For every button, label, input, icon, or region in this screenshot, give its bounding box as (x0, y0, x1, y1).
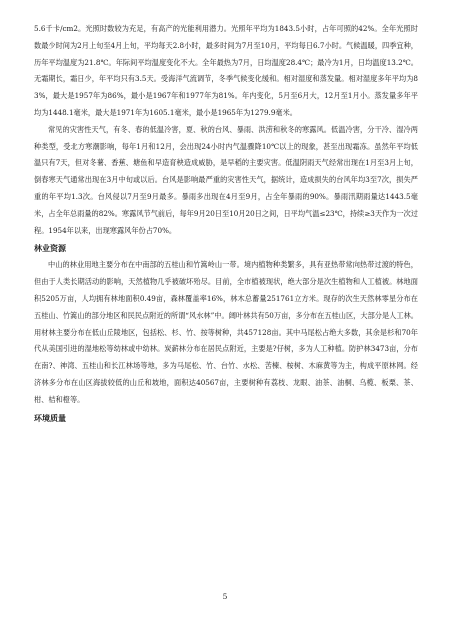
disaster-weather-paragraph: 常见的灾害性天气，有冬、春的低温冷害，夏、秋的台风、暴雨、洪涝和秋冬的寒露风。低温冷害，分干冷、湿冷两种类型，受北方寒潮影响，每年1月和12月，会出现24小时内气温骤降10℃以上的现象，甚至出现霜冻。虽然年平均低温只有7天，但对冬薯、香蕉、塘鱼和早造育秧造成威胁，是早稻的主要灾害。低温阴雨天气经常出现在1月至3月上旬，倒春寒天气通常出现在3月中旬或以后。台风是影响最严重的灾害性天气，据统计，造成损失的台风年均3至7次，损失严重的年平均1.3次。台风侵以7月至9月最多。暴雨多出现在4月至9月，占全年暴雨的90%。暴雨汛期雨量达1443.5毫米，占全年总雨量的82%。寒露风节气前后，每年9月20日至10月20日之间，日平均气温≤23℃，持续≥3天作为一次过程。1954年以来，出现寒露风年份占70%。 (34, 124, 418, 235)
page-body (34, 21, 418, 427)
environment-heading: 环境质量 (34, 413, 66, 423)
forestry-paragraph: 中山的林业用地主要分布在中南部的五桂山和竹篙岭山一带。境内植物种类繁多，具有亚热带常向热带过渡的特色，但由于人类长期活动的影响，天然植物几乎被破坏殆尽。目前，全市植被现状，绝大部分是次生植物和人工植被。林地面积5205万亩，人均拥有林地面积0.49亩，森林覆盖率16%，林木总蓄量251761立方米。现存的次生天然林零星分布在五桂山、竹篙山的部分地区和民民点附近的所谓“风水林”中。阔叶林共有50万亩，多分布在五桂山区，大部分是人工林。用材林主要分布在低山丘陵地区，包括松、杉、竹、按等树种，共457128亩。其中马尾松占绝大多数，其余是杉和70年代从美国引进的湿地松等幼林或中幼林。炭薪林分布在居民点附近，主要是?仔树，多为人工种植。防护林3473亩，分布在南?、神湾、五桂山和长江林场等地，多为马尾松、竹、台竹、水松、苦楝、桉树、木麻黄等为主，构成平原林网。经济林多分布在山区海拔较低的山丘和坡地，面积达40567亩，主要树种有荔枝、龙眼、油茶、油桐、乌榄、板栗、茶、柑、桔和橙等。 (34, 260, 418, 404)
page-number: 5 (222, 592, 228, 601)
forestry-heading: 林业资源 (34, 244, 66, 254)
climate-paragraph: 5.6千卡/cm2。光照时数较为充足，有高产的光能利用潜力。光照年平均为1843.5小时，占年可照的42%。全年光照时数最少时间为2月上旬至4月上旬，平均每天2.8小时，最多时间为7月至10月，平均每日6.7小时。气候温暖，四季宜种，历年平均温度为21.8℃。年际间平均温度变化不大。全年最热为7月，日均温度28.4℃；最冷为1月，日均温度13.2℃。无霜期长，霜日少，年平均只有3.5天。受海洋气流调节，冬季气候变化缓和。相对湿度和蒸发量。相对湿度多年平均为83%，最大是1957年为86%，最小是1967年和1977年为81%。年内变化，5月至6月大，12月至1月小。蒸发量多年平均为1448.1毫米，最大是1971年为1605.1毫米，最小是1965年为1279.9毫米。 (34, 24, 418, 117)
